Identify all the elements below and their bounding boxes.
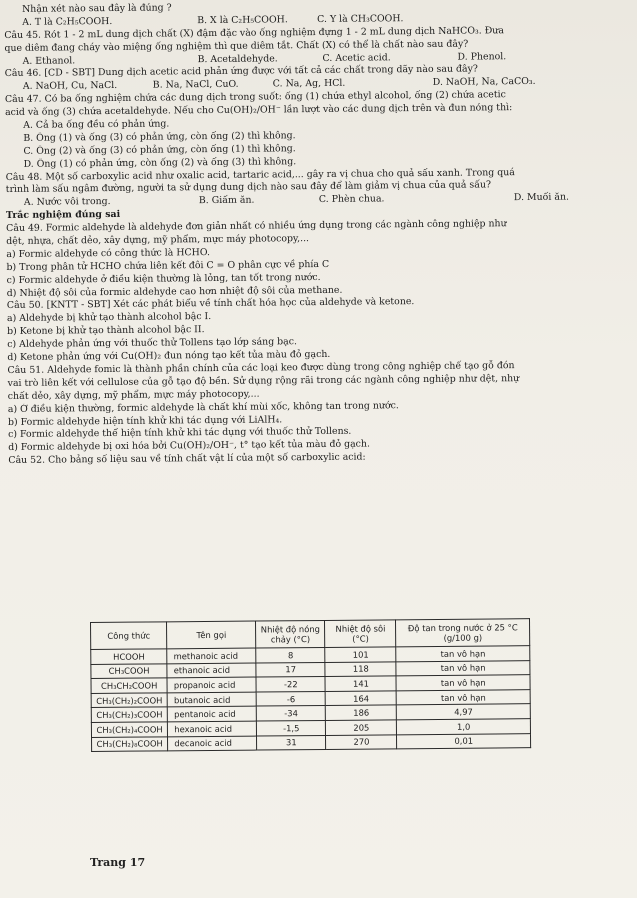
q46-option-c: C. Na, Ag, HCl. (272, 78, 346, 90)
cell-solubility: tan vô hạn (396, 675, 530, 691)
carboxylic-acid-table (90, 618, 531, 752)
cell-solubility: 4,97 (397, 704, 531, 720)
q51-statement-b: b) Formic aldehyde hiện tính khử khi tác dụng với LiAlH₄. (7, 413, 283, 428)
q49-statement-a: a) Formic aldehyde có công thức là HCHO. (6, 246, 210, 260)
cell-boiling-point: 205 (326, 720, 397, 735)
header-melting-point: Nhiệt độ nóng chảy (°C) (256, 620, 325, 648)
q50-line: Câu 50. [KNTT - SBT] Xét các phát biểu về tính chất hóa học của aldehyde và ketone. (6, 296, 415, 312)
header-formula: Công thức (91, 622, 168, 650)
cell-melting-point: -1,5 (257, 720, 326, 735)
table-header-row (91, 619, 530, 650)
q50-statement-b: b) Ketone bị khử tạo thành alcohol bậc II. (7, 324, 205, 338)
table-row (92, 733, 531, 751)
cell-name: pentanoic acid (168, 706, 257, 721)
cell-melting-point: -34 (256, 706, 325, 721)
cell-melting-point: -6 (256, 691, 325, 706)
q44-option-c: C. Y là CH₃COOH. (317, 13, 404, 25)
q45-option-c: C. Acetic acid. (322, 51, 391, 64)
cell-solubility: 1,0 (397, 719, 531, 735)
cell-boiling-point: 270 (326, 734, 397, 749)
question-text-block (4, 0, 636, 468)
q45-option-a: A. Ethanol. (22, 54, 76, 67)
q48-line-2: trình làm sấu ngâm đường, người ta sử dụng dung dịch nào sau đây để làm giảm vị chua của quả sấu? (5, 179, 492, 196)
cell-formula: CH₃CH₂COOH (91, 678, 167, 693)
q47-line-2: acid và ống (3) chứa acetaldehyde. Nếu cho Cu(OH)₂/OH⁻ lần lượt vào các dung dịch trên và đun nóng thì: (4, 102, 513, 119)
q47-option-c: C. Ống (2) và ống (3) có phản ứng, còn ống (1) thì không. (23, 143, 296, 157)
cell-boiling-point: 118 (325, 661, 396, 676)
cell-solubility: tan vô hạn (396, 646, 530, 662)
q51-statement-d: d) Formic aldehyde bị oxi hóa bởi Cu(OH)₂/OH⁻, t° tạo kết tủa màu đỏ gạch. (8, 438, 370, 454)
q47-line-1: Câu 47. Có ba ống nghiệm chứa các dung dịch trong suốt: ống (1) chứa ethyl alcohol, ống (2) chứa acetic (4, 89, 506, 106)
cell-name: hexanoic acid (168, 721, 257, 736)
q44-option-b: B. X là C₂H₅COOH. (197, 14, 288, 27)
q48-option-d: D. Muối ăn. (513, 191, 570, 204)
cell-solubility: 0,01 (397, 733, 531, 749)
header-solubility: Độ tan trong nước ở 25 °C (g/100 g) (396, 619, 530, 647)
q44-option-a: A. T là C₂H₅COOH. (22, 15, 113, 28)
q48-line-1: Câu 48. Một số carboxylic acid như oxalic acid, tartaric acid,... gây ra vị chua cho quả sấu xanh. Trong quá (5, 166, 515, 183)
page-number: Trang 17 (90, 856, 146, 869)
q49-line-2: dệt, nhựa, chất dẻo, xây dựng, mỹ phẩm, mực máy photocopy,... (6, 233, 310, 248)
cell-formula: CH₃(CH₂)₄COOH (91, 722, 167, 737)
q46-option-b: B. Na, NaCl, CuO. (152, 79, 239, 91)
q47-option-d: D. Ống (1) có phản ứng, còn ống (2) và ống (3) thì không. (23, 155, 297, 170)
q50-statement-a: a) Aldehyde bị khử tạo thành alcohol bậc I. (6, 311, 212, 325)
q48-option-c: C. Phèn chua. (318, 193, 385, 206)
cell-melting-point: 17 (256, 662, 325, 677)
q47-option-b: B. Ống (1) và ống (3) có phản ứng, còn ống (2) thì không. (23, 130, 296, 144)
q44-note: Nhận xét nào sau đây là đúng ? (21, 2, 172, 15)
cell-boiling-point: 164 (326, 691, 397, 706)
q46-line: Câu 46. [CD - SBT] Dung dịch acetic acid phản ứng được với tất cả các chất trong dãy nào sau đây? (4, 63, 478, 80)
cell-melting-point: 8 (256, 647, 325, 662)
cell-name: decanoic acid (168, 736, 257, 751)
q49-statement-b: b) Trong phân tử HCHO chứa liên kết đôi C = O phân cực về phía C (6, 258, 330, 273)
q51-statement-c: c) Formic aldehyde thể hiện tính khử khi tác dụng với thuốc thử Tollens. (8, 426, 352, 441)
q50-statement-c: c) Aldehyde phản ứng với thuốc thử Tollens tạo lớp sáng bạc. (7, 336, 298, 351)
q51-line-2: vai trò liên kết với cellulose của gỗ tạo độ bền. Sử dụng rộng rãi trong các ngành công nghiệp như dệt, nhự (7, 372, 520, 389)
q48-option-b: B. Giấm ăn. (198, 194, 255, 207)
cell-boiling-point: 141 (325, 676, 396, 691)
cell-formula: CH₃(CH₂)₈COOH (92, 736, 168, 751)
cell-formula: CH₃(CH₂)₂COOH (91, 693, 167, 708)
cell-melting-point: -22 (256, 677, 325, 692)
q51-line-3: chất dẻo, xây dựng, mỹ phẩm, mực máy photocopy,... (7, 388, 260, 402)
header-boiling-point: Nhiệt độ sôi (°C) (325, 620, 396, 648)
q48-option-a: A. Nước vôi trong. (23, 196, 111, 209)
q45-line-2: que diêm đang cháy vào miệng ống nghiệm thì que diêm tắt. Chất (X) có thể là chất nào sau đây? (4, 38, 469, 54)
cell-solubility: tan vô hạn (397, 689, 531, 705)
cell-name: propanoic acid (167, 677, 256, 692)
cell-name: methanoic acid (167, 648, 256, 663)
cell-formula: CH₃COOH (91, 663, 167, 678)
cell-solubility: tan vô hạn (396, 660, 530, 676)
q45-line-1: Câu 45. Rót 1 - 2 mL dung dịch chất (X) đậm đặc vào ống nghiệm đựng 1 - 2 mL dung dịch NaHCO₃. Đưa (4, 24, 504, 41)
q45-option-d: D. Phenol. (457, 50, 507, 63)
q47-option-a: A. Cả ba ống đều có phản ứng. (23, 118, 170, 131)
section-heading-true-false: Trắc nghiệm đúng sai (5, 209, 121, 222)
cell-formula: HCOOH (91, 649, 167, 664)
cell-boiling-point: 101 (325, 647, 396, 662)
header-name: Tên gọi (167, 621, 256, 649)
cell-boiling-point: 186 (326, 705, 397, 720)
q46-option-a: A. NaOH, Cu, NaCl. (22, 80, 118, 93)
q50-statement-d: d) Ketone phản ứng với Cu(OH)₂ đun nóng tạo kết tủa màu đỏ gạch. (7, 348, 331, 364)
q49-statement-c: c) Formic aldehyde ở điều kiện thường là lỏng, tan tốt trong nước. (6, 271, 321, 286)
cell-name: butanoic acid (167, 692, 256, 707)
q52-line: Câu 52. Cho bảng số liệu sau về tính chất vật lí của một số carboxylic acid: (8, 451, 366, 467)
cell-formula: CH₃(CH₂)₃COOH (91, 707, 167, 722)
q45-option-b: B. Acetaldehyde. (197, 52, 278, 65)
carboxylic-acid-table-wrap (90, 618, 531, 752)
q51-statement-a: a) Ở điều kiện thường, formic aldehyde là chất khí mùi xốc, không tan trong nước. (7, 399, 399, 415)
q49-statement-d: d) Nhiệt độ sôi của formic aldehyde cao hơn nhiệt độ sôi của methane. (6, 284, 343, 299)
q49-line-1: Câu 49. Formic aldehyde là aldehyde đơn giản nhất có nhiều ứng dụng trong các ngành công nghiệp như (6, 218, 507, 235)
cell-name: ethanoic acid (167, 663, 256, 678)
q51-line-1: Câu 51. Aldehyde fomic là thành phần chính của các loại keo được dùng trong công nghiệp chế tạo gỗ đón (7, 360, 515, 376)
q46-option-d: D. NaOH, Na, CaCO₃. (432, 76, 536, 89)
cell-melting-point: 31 (257, 735, 326, 750)
